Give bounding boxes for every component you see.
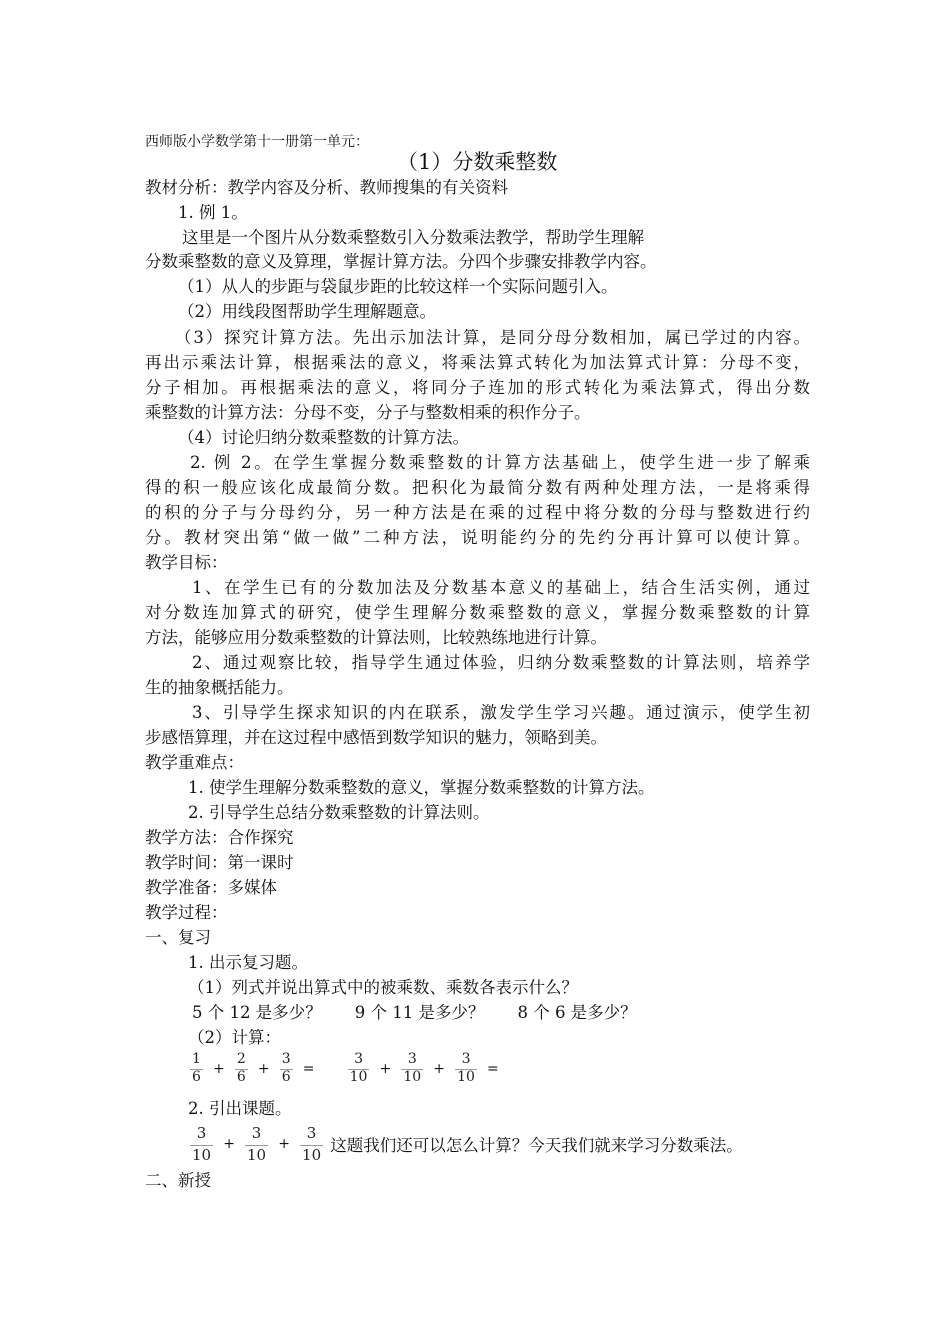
- fraction: $\frac{1}{6}$: [192, 1051, 201, 1085]
- text-line: 教学方法：合作探究: [145, 828, 294, 847]
- text-line: （1）列式并说出算式中的被乘数、乘数各表示什么？: [188, 978, 578, 997]
- text-line: 教材分析：教学内容及分析、教师搜集的有关资料: [145, 178, 508, 197]
- text-line: 1. 出示复习题。: [188, 953, 308, 972]
- text-line: 2. 引导学生总结分数乘整数的计算法则。: [188, 803, 490, 822]
- text-line: 3、引导学生探求知识的内在联系，激发学生学习兴趣。通过演示，使学生初: [192, 703, 810, 722]
- intro-text: 这题我们还可以怎么计算？今天我们就来学习分数乘法。: [330, 1136, 743, 1155]
- text-line: （1）从人的步距与袋鼠步距的比较这样一个实际问题引入。: [178, 277, 618, 296]
- text-line: 步感悟算理，并在这过程中感悟到数学知识的魅力，领略到美。: [145, 728, 607, 747]
- text-line: 2. 例 2。在学生掌握分数乘整数的计算方法基础上，使学生进一步了解乘: [190, 453, 810, 472]
- section-heading: 教学重难点：: [145, 753, 244, 772]
- plus-sign: +: [433, 1060, 446, 1077]
- text-line: 分子相加。再根据乘法的意义，将同分子连加的形式转化为乘法算式，得出分数: [145, 378, 810, 397]
- fraction-calc-row: [190, 1052, 504, 1092]
- equals-sign: =: [487, 1060, 499, 1077]
- text-line: （2）用线段图帮助学生理解题意。: [178, 302, 436, 321]
- text-line: 再出示乘法计算，根据乘法的意义，将乘法算式转化为加法算式计算：分母不变，: [145, 353, 810, 372]
- text-line: （3）探究计算方法。先出示加法计算，是同分母分数相加，属已学过的内容。: [175, 328, 810, 347]
- plus-sign: +: [257, 1060, 270, 1077]
- fraction: $\frac{3}{10}$: [403, 1051, 422, 1085]
- text-line: 对分数连加算式的研究，使学生理解分数乘整数的意义，掌握分数乘整数的计算: [145, 603, 810, 622]
- text-line: 分数乘整数的意义及算理，掌握计算方法。分四个步骤安排教学内容。: [145, 252, 657, 271]
- text-line: 1、在学生已有的分数加法及分数基本意义的基础上，结合生活实例，通过: [192, 578, 810, 597]
- text-line: 1. 例 1。: [178, 203, 248, 222]
- plus-sign: +: [278, 1136, 290, 1152]
- text-line: 方法，能够应用分数乘整数的计算法则，比较熟练地进行计算。: [145, 628, 607, 647]
- fraction: $\frac{3}{6}$: [281, 1051, 291, 1085]
- text-line: 生的抽象概括能力。: [145, 678, 294, 697]
- text-line: 1. 使学生理解分数乘整数的意义，掌握分数乘整数的计算方法。: [188, 778, 655, 797]
- text-line: 2. 引出课题。: [188, 1099, 292, 1118]
- text-line: 教学准备：多媒体: [145, 878, 277, 897]
- fraction: $\frac{3}{10}$: [457, 1051, 475, 1085]
- section-heading: 教学目标：: [145, 553, 228, 572]
- plus-sign: +: [379, 1060, 392, 1077]
- text-line: 教学时间：第一课时: [145, 853, 294, 872]
- doc-title: （1）分数乘整数: [397, 150, 558, 174]
- fraction: $\frac{3}{10}$: [302, 1124, 322, 1164]
- text-line: 2、通过观察比较，指导学生通过体验，归纳分数乘整数的计算法则，培养学: [192, 653, 810, 672]
- fraction: $\frac{3}{10}$: [192, 1124, 212, 1164]
- equals-sign: =: [302, 1060, 315, 1077]
- text-line: （2）计算：: [188, 1028, 281, 1047]
- section-heading: 二、新授: [145, 1171, 211, 1190]
- plus-sign: +: [223, 1136, 235, 1152]
- text-line: 乘整数的计算方法：分母不变，分子与整数相乘的积作分子。: [145, 403, 591, 422]
- section-heading: 教学过程：: [145, 903, 228, 922]
- text-line: 分。教材突出第“做一做”二种方法，说明能约分的先约分再计算可以使计算。: [145, 528, 810, 547]
- intro-fraction-row: [190, 1124, 743, 1168]
- text-line: 这里是一个图片从分数乘整数引入分数乘法教学，帮助学生理解: [182, 228, 644, 247]
- text-line: 得的积一般应该化成最简分数。把积化为最简分数有两种处理方法，一是将乘得: [145, 478, 810, 497]
- fraction: $\frac{3}{10}$: [349, 1051, 368, 1085]
- fraction: $\frac{3}{10}$: [247, 1124, 267, 1164]
- doc-header: 西师版小学数学第十一册第一单元：: [145, 134, 369, 150]
- text-line: （4）讨论归纳分数乘整数的计算方法。: [178, 428, 469, 447]
- fraction: $\frac{2}{6}$: [236, 1051, 246, 1085]
- text-line: 5 个 12 是多少？ 9 个 11 是多少？ 8 个 6 是多少？: [192, 1003, 637, 1022]
- section-heading: 一、复习: [145, 928, 211, 947]
- text-line: 的积的分子与分母约分，另一种方法是在乘的过程中将分数的分母与整数进行约: [145, 503, 810, 522]
- plus-sign: +: [213, 1060, 225, 1077]
